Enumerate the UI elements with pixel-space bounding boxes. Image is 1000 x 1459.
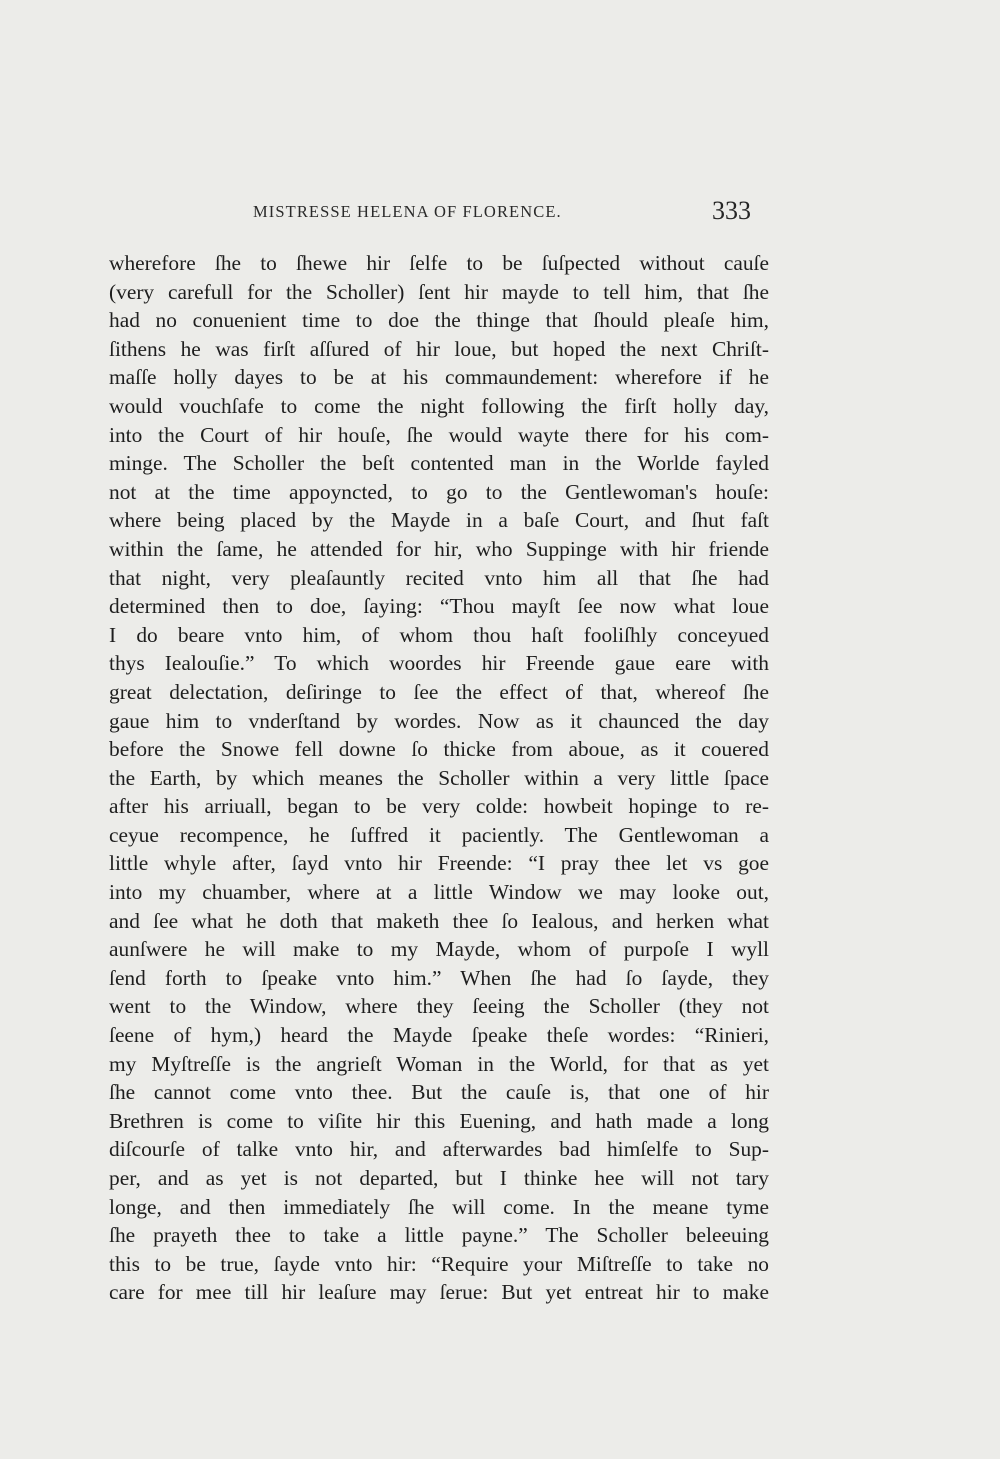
text-line: this to be true, ſayde vnto hir: “Require your Miſtreſſe to take no — [109, 1251, 769, 1276]
text-line: had no conuenient time to doe the thinge that ſhould pleaſe him, — [109, 308, 769, 333]
body-text — [109, 249, 769, 1307]
text-line: where being placed by the Mayde in a baſe Court, and ſhut faſt — [109, 508, 769, 533]
text-line: ſithens he was firſt aſſured of hir loue, but hoped the next Chriſt- — [109, 336, 769, 361]
text-line: ſhe prayeth thee to take a little payne.” The Scholler beleeuing — [109, 1223, 769, 1248]
text-line: wherefore ſhe to ſhewe hir ſelfe to be ſuſpected without cauſe — [109, 251, 769, 275]
text-line: per, and as yet is not departed, but I thinke hee will not tary — [109, 1166, 769, 1190]
text-line: gaue him to vnderſtand by wordes. Now as it chaunced the day — [109, 708, 769, 733]
text-line: and ſee what he doth that maketh thee ſo Iealous, and herken what — [109, 908, 769, 933]
text-line: that night, very pleaſauntly recited vnto him all that ſhe had — [109, 565, 769, 590]
text-line: little whyle after, ſayd vnto hir Freende: “I pray thee let vs goe — [109, 851, 769, 876]
text-line: thys Iealouſie.” To which woordes hir Freende gaue eare with — [109, 651, 769, 676]
text-line: care for mee till hir leaſure may ſerue: But yet entreat hir to make — [109, 1280, 769, 1305]
text-line: ſend forth to ſpeake vnto him.” When ſhe had ſo ſayde, they — [109, 965, 769, 990]
text-line: the Earth, by which meanes the Scholler within a very little ſpace — [109, 765, 769, 790]
text-line: into the Court of hir houſe, ſhe would wayte there for his com- — [109, 422, 769, 447]
text-line: maſſe holly dayes to be at his commaundement: wherefore if he — [109, 365, 769, 390]
text-line: great delectation, deſiringe to ſee the effect of that, whereof ſhe — [109, 679, 769, 704]
text-line: minge. The Scholler the beſt contented man in the Worlde fayled — [109, 451, 769, 476]
text-line: would vouchſafe to come the night following the firſt holly day, — [109, 393, 769, 418]
text-line: into my chuamber, where at a little Window we may looke out, — [109, 880, 769, 905]
text-line: Brethren is come to viſite hir this Euening, and hath made a long — [109, 1108, 769, 1133]
text-line: longe, and then immediately ſhe will come. In the meane tyme — [109, 1194, 769, 1219]
text-line: aunſwere he will make to my Mayde, whom of purpoſe I wyll — [109, 937, 769, 962]
text-line: diſcourſe of talke vnto hir, and afterwardes bad himſelfe to Sup- — [109, 1137, 769, 1162]
text-line: went to the Window, where they ſeeing the Scholler (they not — [109, 994, 769, 1019]
page-header — [0, 196, 1000, 236]
text-line: before the Snowe fell downe ſo thicke from aboue, as it couered — [109, 737, 769, 762]
text-line: determined then to doe, ſaying: “Thou mayſt ſee now what loue — [109, 594, 769, 619]
text-line: within the ſame, he attended for hir, who Suppinge with hir friende — [109, 536, 769, 561]
text-line: my Myſtreſſe is the angrieſt Woman in the World, for that as yet — [109, 1051, 769, 1076]
running-title: MISTRESSE HELENA OF FLORENCE. — [253, 202, 562, 221]
text-line: I do beare vnto him, of whom thou haſt fooliſhly conceyued — [109, 622, 769, 647]
text-line: ceyue recompence, he ſuffred it paciently. The Gentlewoman a — [109, 822, 769, 847]
text-line: (very carefull for the Scholler) ſent hir mayde to tell him, that ſhe — [109, 279, 769, 304]
text-line: ſhe cannot come vnto thee. But the cauſe is, that one of hir — [109, 1080, 769, 1105]
text-line: after his arriuall, began to be very colde: howbeit hopinge to re- — [109, 794, 769, 819]
text-line: ſeene of hym,) heard the Mayde ſpeake theſe wordes: “Rinieri, — [109, 1023, 769, 1048]
text-line: not at the time appoyncted, to go to the Gentlewoman's houſe: — [109, 479, 769, 504]
page-number: 333 — [712, 196, 751, 225]
